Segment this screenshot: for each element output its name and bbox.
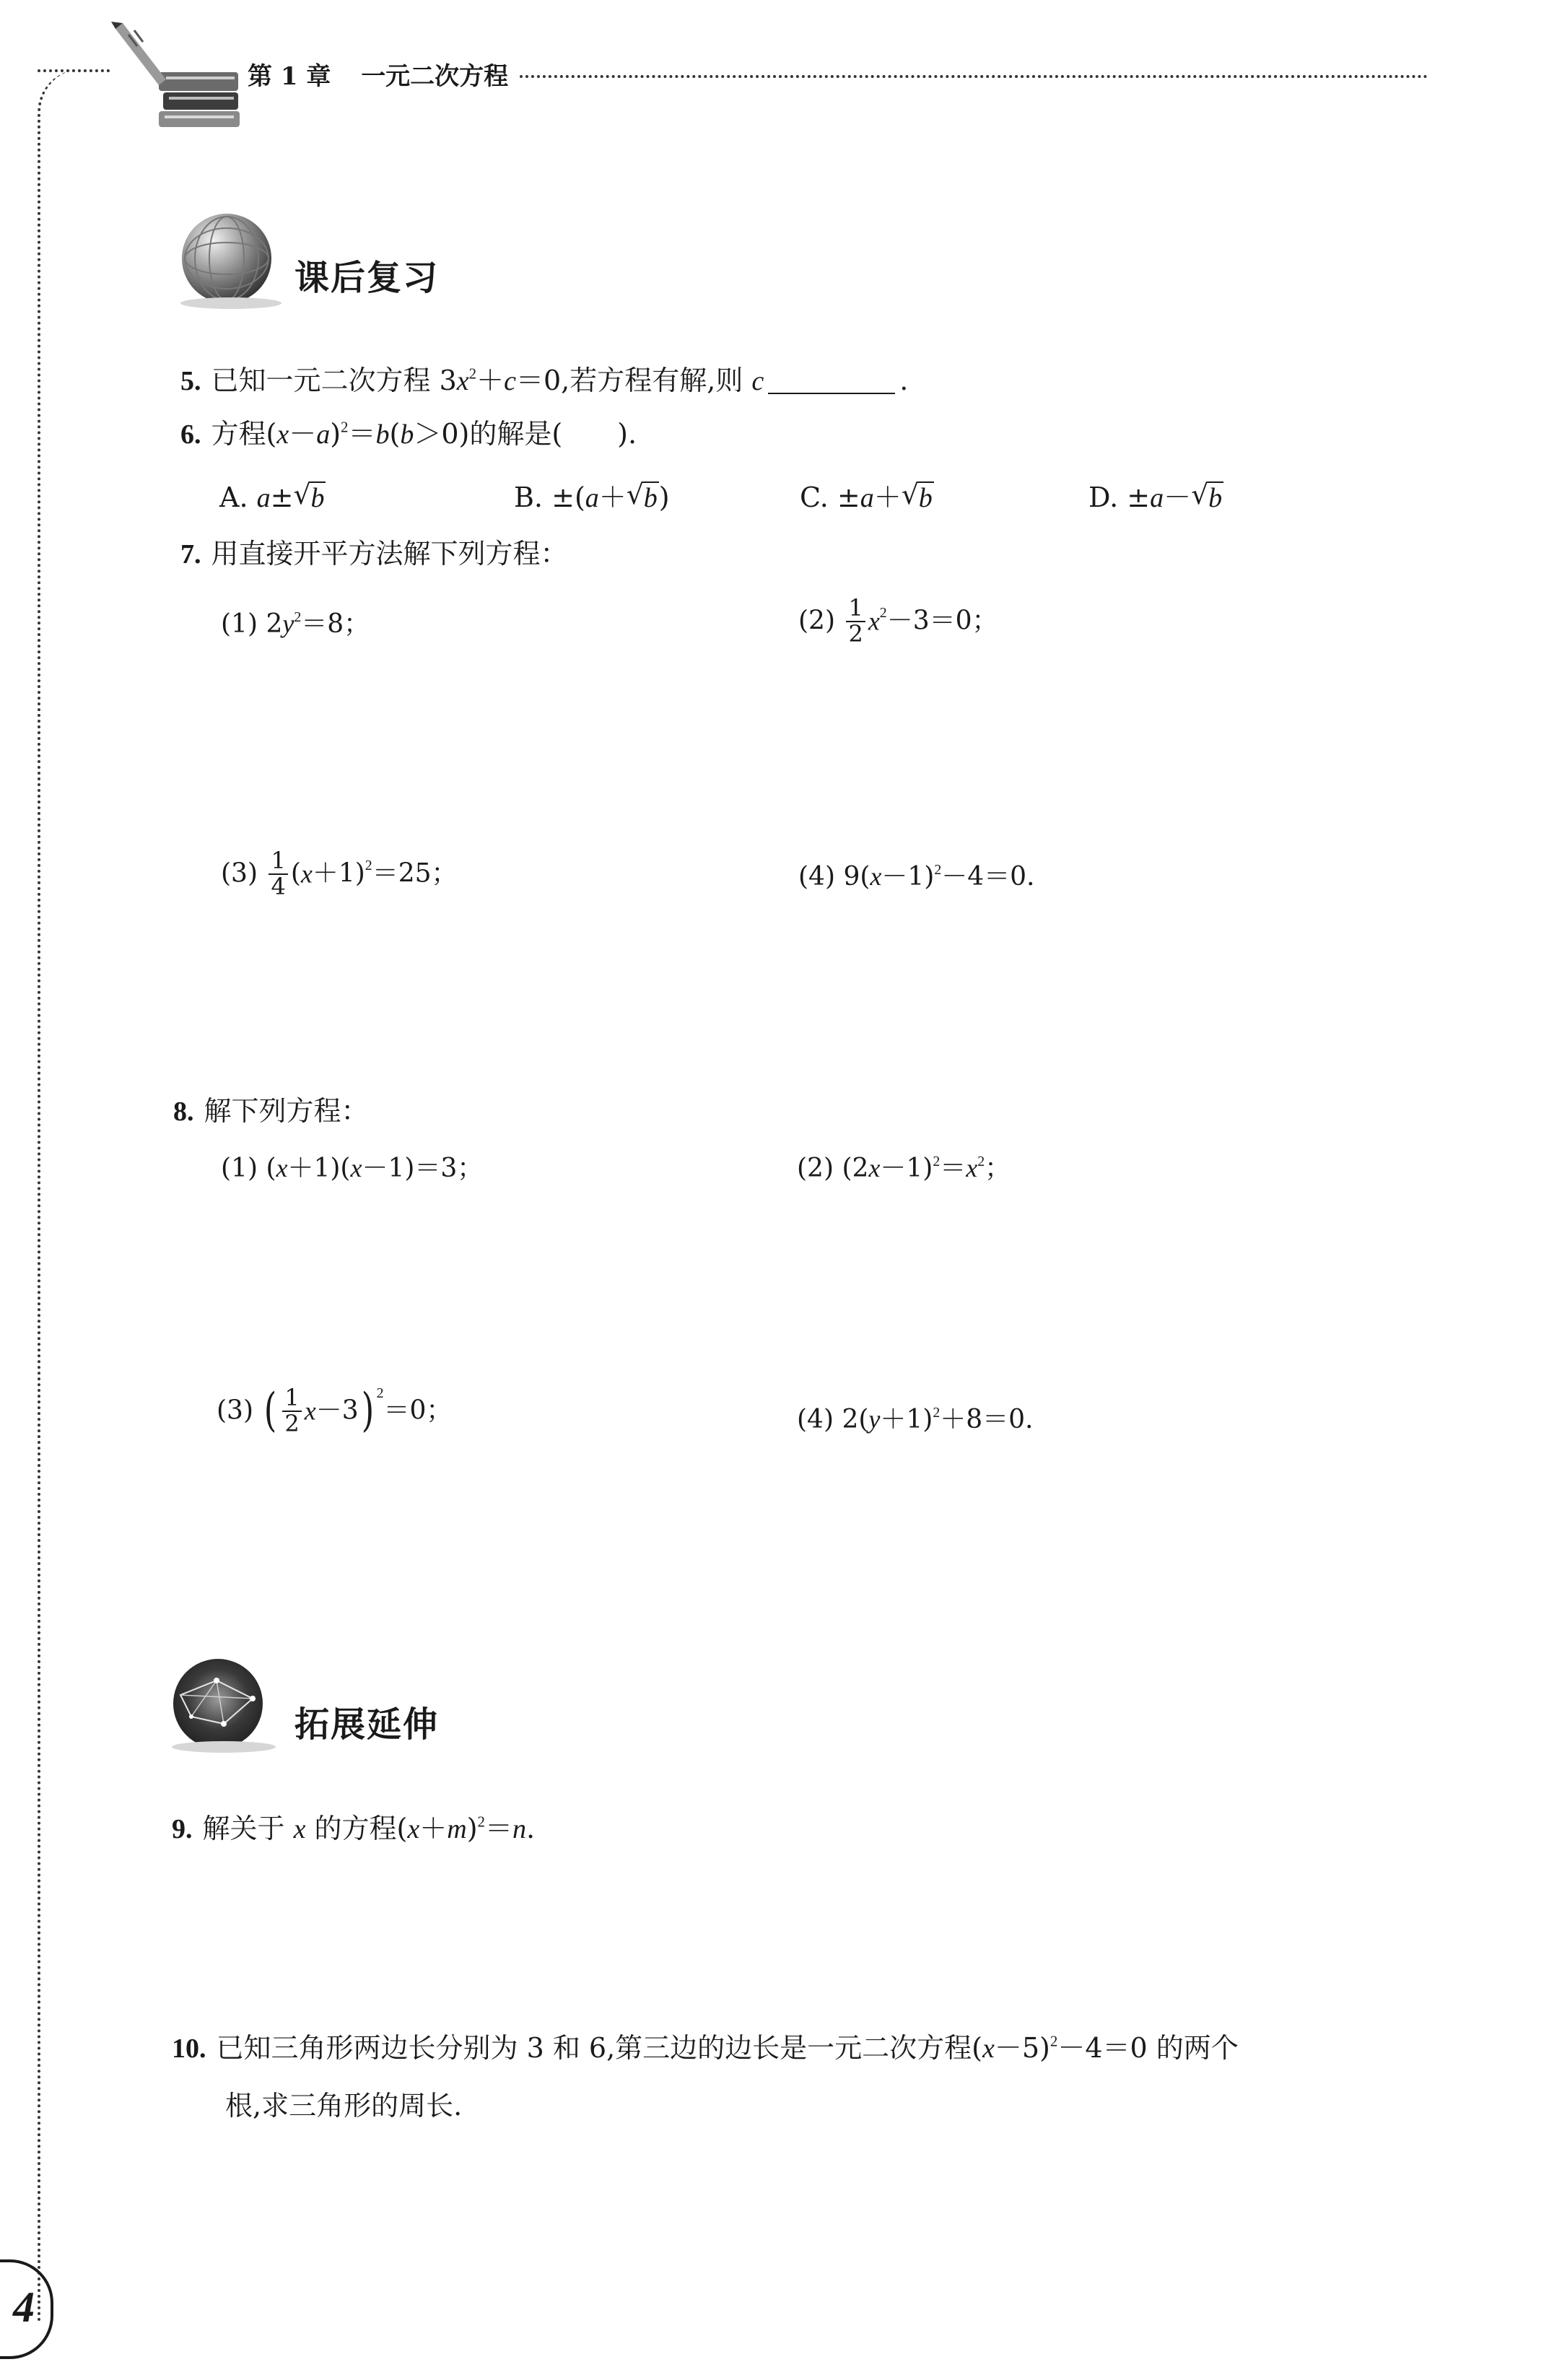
right-paren: ) [361,1383,374,1437]
q8-part-3: (3) ( $\frac{1}{2}$ x－3) $^2$＝0； [217,1383,453,1437]
sqrt-symbol: √ b [902,484,934,512]
chapter-number: 第 1 章 [248,62,331,91]
question-6: 6. 方程$(x-a)^2=b(b>0)$的解是( ). [180,418,637,450]
q6-option-c[interactable]: C. ±a＋√ b [800,484,934,512]
header-dotted-rule [520,75,1428,78]
fraction: $\frac{1}{2}$ [846,596,865,646]
review-globe-shadow [180,297,282,309]
question-9: 9. 解关于 x 的方程$(x+m)^2=n$. [172,1813,536,1844]
question-10-line-2: 根,求三角形的周长. [225,2090,463,2122]
question-5: 5. 已知一元二次方程 $3x^2+c=0$,若方程有解,则 c . [180,365,909,396]
answer-blank[interactable] [768,371,895,394]
extension-globe-icon [173,1659,263,1748]
question-7: 7. 用直接开平方法解下列方程： [180,538,568,570]
chapter-label [248,56,508,92]
chapter-title: 一元二次方程 [361,62,509,91]
question-8: 8. 解下列方程： [173,1095,369,1127]
q6-option-b[interactable]: B. ±(a＋√ b) [514,484,670,512]
sqrt-symbol: √ b [627,484,659,512]
review-globe-icon [182,214,271,303]
fraction: $\frac{1}{4}$ [269,849,287,899]
extension-section-title: 拓展延伸 [294,1704,440,1745]
q8-part-1: (1) (x＋1)(x－1)＝3； [221,1154,484,1183]
extension-globe-shadow [172,1741,276,1753]
sqrt-symbol: √ b [1191,484,1223,512]
left-paren: ( [264,1383,277,1437]
q6-option-d[interactable]: D. ±a－√ b [1088,484,1223,512]
header-decoration [108,22,245,130]
page-number: 4 [13,2283,35,2331]
q7-part-1: (1) $2y^2=8$； [221,609,370,639]
review-section-title: 课后复习 [294,258,440,298]
q7-part-3: (3) $\frac{1}{4}$ $(x+1)^2=25$； [221,847,458,900]
q6-option-a[interactable]: A. a±√ b [219,484,326,512]
question-10: 10. 已知三角形两边长分别为 3 和 6,第三边的边长是一元二次方程$(x-5)^2-4=0$ 的两个 [172,2032,1239,2064]
q7-part-2: (2) $\frac{1}{2}$ $x^2-3=0$； [798,594,998,648]
left-margin-dotted-line [38,69,84,2322]
q7-part-4: (4) $9(x-1)^2-4=0$. [798,862,1035,892]
q8-part-2: (2) $(2x-1)^2=x^2$； [797,1154,1011,1183]
books-pencil-icon [108,22,245,130]
sqrt-symbol: √ b [293,484,326,512]
fraction: $\frac{1}{2}$ [282,1386,301,1436]
q8-part-4: (4) $2(y+1)^2+8=0$. [797,1405,1034,1434]
